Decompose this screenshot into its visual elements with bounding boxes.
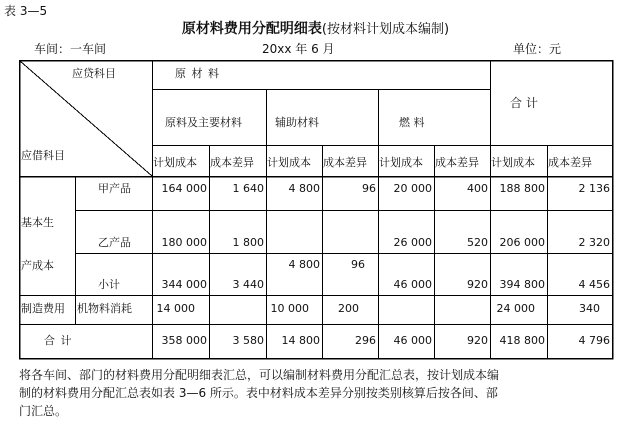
basic-production-label: 基本生: [21, 216, 54, 229]
table-cell: 920: [467, 334, 488, 347]
unit-label: 单位：元: [513, 42, 562, 56]
row-label: 小计: [98, 278, 120, 291]
debit-account-header: 应借科目: [21, 149, 65, 162]
plan-cost-header: 计划成本: [379, 156, 423, 169]
table-cell: 96: [362, 182, 376, 195]
main-materials-header: 原料及主要材料: [165, 116, 242, 129]
plan-cost-header: 计划成本: [153, 156, 197, 169]
table-cell: 344 000: [161, 278, 207, 291]
table-cell: 4 800: [288, 182, 320, 195]
body-text-line: 将各车间、部门的材料费用分配明细表汇总，可以编制材料费用分配汇总表，按计划成本编: [19, 368, 500, 382]
raw-materials-header: 原 材 料: [175, 67, 220, 80]
table-cell: 4 456: [578, 278, 610, 291]
table-cell: 4 796: [578, 334, 610, 347]
auxiliary-materials-header: 辅助材料: [275, 116, 319, 129]
table-cell: 46 000: [393, 278, 432, 291]
credit-account-header: 应贷科目: [72, 67, 116, 80]
cost-diff-header: 成本差异: [323, 156, 367, 169]
total-header: 合 计: [510, 96, 538, 110]
table-cell: 24 000: [496, 302, 535, 315]
table-cell: 3 440: [232, 278, 264, 291]
table-cell: 394 800: [499, 278, 545, 291]
table-cell: 164 000: [161, 182, 207, 195]
body-text-line: 门汇总。: [19, 404, 68, 418]
table-cell: 4 800: [288, 258, 320, 271]
table-cell: 26 000: [393, 236, 432, 249]
table-cell: 3 580: [232, 334, 264, 347]
table-title-sub: (按材料计划成本编制): [321, 22, 450, 37]
table-cell: 20 000: [393, 182, 432, 195]
table-cell: 96: [351, 258, 365, 271]
fuel-header: 燃 料: [399, 116, 425, 129]
plan-cost-header: 计划成本: [491, 156, 535, 169]
table-cell: 520: [467, 236, 488, 249]
manufacturing-overhead-label: 制造费用: [21, 302, 65, 315]
table-cell: 340: [579, 302, 600, 315]
table-cell: 2 320: [578, 236, 610, 249]
table-cell: 200: [338, 302, 359, 315]
table-cell: 14 000: [156, 302, 195, 315]
table-cell: 358 000: [161, 334, 207, 347]
table-reference: 表 3—5: [4, 4, 48, 18]
table-cell: 2 136: [578, 182, 610, 195]
row-label: 机物料消耗: [77, 302, 132, 315]
table-cell: 296: [355, 334, 376, 347]
table-cell: 180 000: [161, 236, 207, 249]
period-label: 20xx 年 6 月: [262, 42, 335, 56]
cost-diff-header: 成本差异: [210, 156, 254, 169]
body-text-line: 制的材料费用分配汇总表如表 3—6 所示。表中材料成本差异分别按类别核算后按各间、部: [19, 386, 498, 400]
department-label: 车间：一车间: [34, 42, 107, 56]
row-label: 乙产品: [98, 236, 131, 249]
table-title-main: 原材料费用分配明细表: [181, 21, 322, 37]
table-cell: 920: [467, 278, 488, 291]
plan-cost-header: 计划成本: [267, 156, 311, 169]
grand-total-label: 合 计: [44, 334, 73, 347]
cost-diff-header: 成本差异: [548, 156, 592, 169]
table-cell: 14 800: [281, 334, 320, 347]
table-cell: 188 800: [499, 182, 545, 195]
table-cell: 206 000: [499, 236, 545, 249]
table-cell: 1 800: [232, 236, 264, 249]
table-cell: 400: [467, 182, 488, 195]
row-label: 甲产品: [98, 182, 131, 195]
table-cell: 46 000: [393, 334, 432, 347]
table-cell: 418 800: [499, 334, 545, 347]
basic-production-label: 产成本: [21, 259, 54, 272]
table-cell: 10 000: [270, 302, 309, 315]
cost-diff-header: 成本差异: [435, 156, 479, 169]
table-cell: 1 640: [232, 182, 264, 195]
